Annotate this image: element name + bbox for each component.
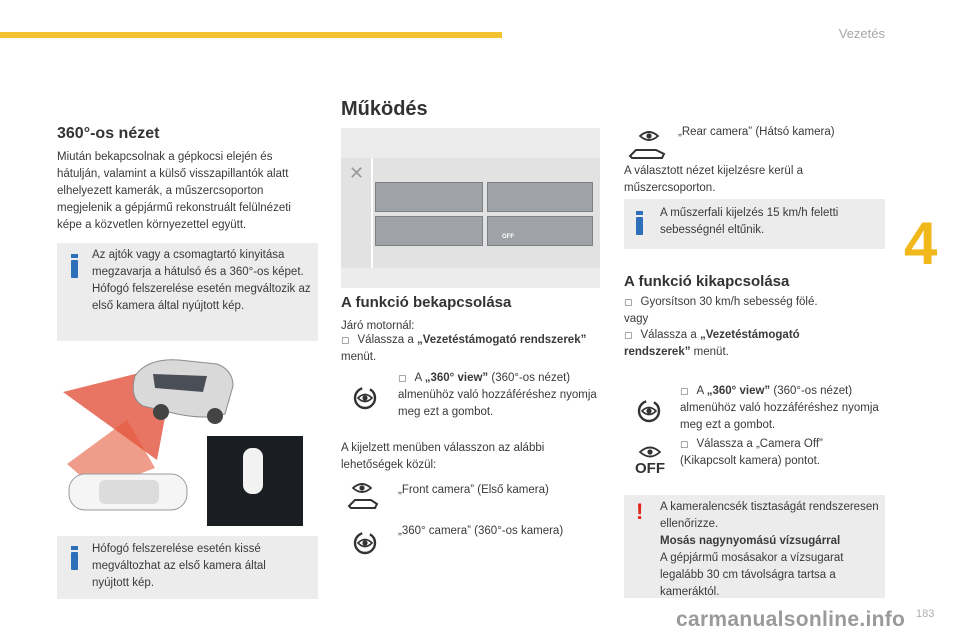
360-camera-icon: [352, 530, 378, 556]
bullet-icon: ▢: [624, 330, 633, 340]
touchscreen-illustration: [341, 128, 600, 288]
top-accent-bar: [0, 32, 502, 38]
car-camera-illustration: [57, 348, 312, 528]
bullet-icon: ▢: [341, 335, 350, 345]
info-text-snowguard: Hófogó felszerelése esetén megváltozik az első kamera által nyújtott kép.: [92, 283, 311, 312]
screen-off-label: OFF: [502, 234, 514, 240]
page-heading-operation: Működés: [341, 98, 428, 120]
page-number: 183: [916, 608, 935, 620]
info-text-speed: A műszerfali kijelzés 15 km/h feletti sebességnél eltűnik.: [660, 207, 839, 236]
selected-view-text: A választott nézet kijelzésre kerül a műszercsoporton.: [624, 165, 803, 194]
step-360-view-off: ▢ A „360° view” (360°-os nézet) almenühöz való hozzáféréshez nyomja meg ezt a gombot.: [680, 385, 879, 431]
info-box-snowguard: [57, 536, 318, 599]
warning-text: [660, 499, 880, 601]
step-accelerate: ▢ Gyorsítson 30 km/h sebesség fölé.: [624, 296, 818, 308]
360-view-icon-off: [636, 398, 662, 424]
warning-title-pressure: Mosás nagynyomású vízsugárral: [660, 535, 841, 547]
option-rear-camera: „Rear camera” (Hátsó kamera): [678, 126, 835, 138]
screen-button-front: [375, 182, 483, 212]
step-select-menu: ▢ Válassza a „Vezetéstámogató rendszerek” menüt.: [341, 334, 587, 363]
screen-button-off: [487, 216, 593, 246]
step-camera-off: ▢ Válassza a „Camera Off” (Kikapcsolt kamera) pontot.: [680, 438, 823, 467]
front-camera-icon: [345, 480, 381, 512]
info-box-speed: [624, 199, 885, 249]
screen-button-rear: [375, 216, 483, 246]
camera-off-icon: [630, 443, 670, 477]
chapter-number: 4: [904, 210, 938, 277]
warning-icon: !: [636, 499, 644, 524]
step-select-menu-off: ▢ Válassza a „Vezetéstámogató rendszerek” menüt.: [624, 329, 800, 358]
bullet-icon: ▢: [398, 373, 407, 383]
info-text-doors: Az ajtók vagy a csomagtartó kinyitása megzavarja a hátulsó és a 360°-os képet.: [92, 249, 304, 278]
engine-running-text: Járó motornál:: [341, 320, 415, 332]
option-front-camera: „Front camera” (Első kamera): [398, 484, 549, 496]
info-icon: [71, 260, 78, 278]
watermark: carmanualsonline.info: [676, 608, 906, 631]
bullet-icon: ▢: [680, 439, 689, 449]
info-box-text: [92, 247, 314, 315]
screen-panel: [341, 158, 600, 268]
warning-box: [624, 495, 885, 598]
warning-text-lens: A kameralencsék tisztaságát rendszeresen ellenőrizze.: [660, 501, 879, 530]
warning-text-distance: A gépjármű mosásakor a vízsugarat legalább 30 cm távolságra tartsa a kameráktól.: [660, 552, 844, 598]
step-360-view: ▢ A „360° view” (360°-os nézet) almenühöz való hozzáféréshez nyomja meg ezt a gombot.: [398, 372, 597, 418]
bullet-icon: ▢: [680, 386, 689, 396]
info-text-snowguard-2: Hófogó felszerelése esetén kissé megváltozhat az első kamera által nyújtott kép.: [92, 543, 266, 589]
intro-paragraph: Miután bekapcsolnak a gépkocsi elején és hátulján, valamint a külső visszapillantók alatt elhelyezett kamerák, a műszercsoporton megjelenik a gépjármű rekonstruált felülnézeti képe a közvetlen környezettel együtt.: [57, 151, 291, 231]
info-box-doors: [57, 243, 318, 341]
or-text: vagy: [624, 313, 649, 325]
rear-camera-icon: [626, 126, 670, 162]
info-icon: [71, 552, 78, 570]
screen-button-360: [487, 182, 593, 212]
heading-turn-off: A funkció kikapcsolása: [624, 273, 790, 290]
heading-turn-on: A funkció bekapcsolása: [341, 294, 512, 311]
off-label: OFF: [635, 460, 665, 477]
divider: [371, 158, 373, 268]
choose-option-text: A kijelzett menüben válasszon az alábbi lehetőségek közül:: [341, 442, 545, 471]
close-icon: ✕: [349, 163, 365, 183]
bullet-icon: ▢: [624, 297, 633, 307]
section-title: Vezetés: [838, 26, 885, 41]
360-view-icon: [352, 385, 378, 411]
info-icon: [636, 217, 643, 235]
option-360-camera: „360° camera” (360°-os kamera): [398, 525, 564, 537]
section-heading-360: 360°-os nézet: [57, 125, 160, 142]
